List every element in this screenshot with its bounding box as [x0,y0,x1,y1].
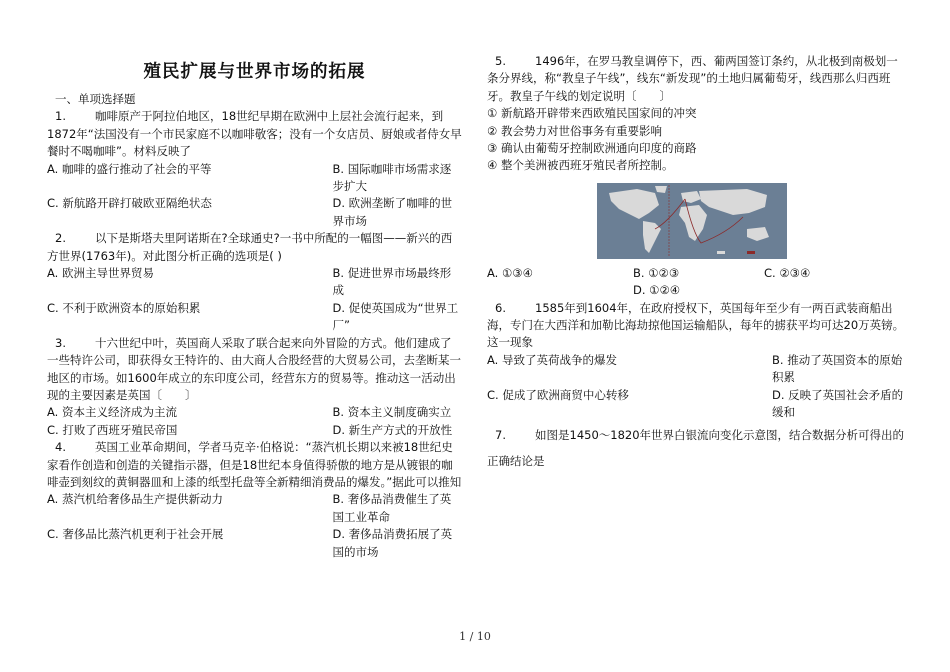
option-a[interactable]: A. 蒸汽机给奢侈品生产提供新动力 [47,492,223,507]
question-number: 3. [55,335,66,350]
option-b[interactable]: B. 资本主义制度确实立 [332,405,452,420]
question-7 [487,422,905,474]
question-number: 4. [55,440,66,455]
option-d[interactable]: D. 奢侈品消费拓展了英国的市场 [332,527,453,559]
question-text: 咖啡原产于阿拉伯地区，18世纪早期在欧洲中上层社会流行起来，到1872年“法国没有一个市民家庭不以咖啡敬客；没有一个女店员、厨娘或者侍女早餐时不喝咖啡”。材料反映了 [47,109,462,159]
question-text: 1496年，在罗马教皇调停下，西、葡两国签订条约，从北极到南极划一条分界线，称“教皇子午线”，线东“新发现”的土地归属葡萄牙，线西那么归西班牙。教皇子午线的划定说明〔 〕 [487,54,898,103]
section-heading: 一、单项选择题 [55,92,136,106]
options-grid [47,404,462,439]
option-c[interactable]: C. 奢侈品比蒸汽机更利于社会开展 [47,527,224,542]
map-legend-swatch [717,251,725,254]
question-stem [47,230,462,265]
question-number: 2. [55,231,66,246]
question-number: 6. [495,300,506,315]
option-c[interactable]: C. ②③④ [764,265,811,280]
question-text: 1585年到1604年，在政府授权下，英国每年至少有一两百武装商船出海，专门在大西洋和加勒比海劫掠他国运输船队，每年的掳获平均可达20万英镑。这一现象 [487,300,905,350]
question-3 [47,335,462,439]
left-column [47,60,462,561]
question-2 [47,230,462,334]
option-c[interactable]: C. 新航路开辟打破欧亚隔绝状态 [47,196,212,211]
question-4 [47,439,462,561]
option-c[interactable]: C. 促成了欧洲商贸中心转移 [487,387,629,402]
world-map-icon [597,183,787,259]
option-b[interactable]: B. 推动了英国资本的原始积累 [772,352,903,385]
question-text: 十六世纪中叶，英国商人采取了联合起来向外冒险的方式。他们建成了一些特许公司，即获得女王特许的、由大商人合股经营的大贸易公司，去垄断某一地区的市场。如1600年成立的东印度公司，经营东方的贸易等。推动这一活动出现的主要因素是英国〔 〕 [47,335,461,402]
option-c[interactable]: C. 打败了西班牙殖民帝国 [47,422,178,437]
option-d[interactable]: D. 新生产方式的开放性 [332,422,453,437]
question-number: 1. [55,109,66,124]
question-number: 5. [495,54,506,68]
option-d[interactable]: D. 反映了英国社会矛盾的缓和 [772,387,904,420]
options-grid [47,491,462,561]
question-stem [47,439,462,491]
option-d[interactable]: D. ①②④ [633,283,681,298]
option-b[interactable]: B. ①②③ [633,265,680,280]
question-stem [487,53,905,105]
options-grid [47,265,462,335]
option-a[interactable]: A. 咖啡的盛行推动了社会的平等 [47,161,212,176]
question-1 [47,108,462,230]
right-column [487,53,905,474]
question-number: 7. [495,427,506,442]
question-stem [47,108,462,160]
option-a[interactable]: A. 资本主义经济成为主流 [47,405,177,420]
option-a[interactable]: A. 导致了英荷战争的爆发 [487,352,617,367]
question-stem [487,422,905,474]
question-5 [487,53,905,300]
option-a[interactable]: A. ①③④ [487,265,533,280]
question-text: 如图是1450～1820年世界白银流向变化示意图，结合数据分析可得出的正确结论是 [487,427,905,468]
option-a[interactable]: A. 欧洲主导世界贸易 [47,266,154,281]
question-text: 以下是斯塔夫里阿诺斯在?全球通史?一书中所配的一幅图——新兴的西方世界(1763年)。对此图分析正确的选项是( ) [47,231,453,263]
question-6 [487,300,905,422]
option-c[interactable]: C. 不利于欧洲资本的原始积累 [47,300,201,315]
statement-4: ④ 整个美洲被西班牙殖民者所控制。 [487,158,674,173]
option-d[interactable]: D. 欧洲垄断了咖啡的世界市场 [332,196,453,228]
statement-1: ① 新航路开辟带来西欧殖民国家间的冲突 [487,106,697,121]
question-text: 英国工业革命期间，学者马克辛·伯格说：“蒸汽机长期以来被18世纪史家看作创造和创造的关键指示器，但是18世纪本身值得骄傲的地方是从镀银的咖啡壶到刻纹的黄铜器皿和上漆的纸型托盘等全新精细消费品的爆发。”据此可以推知 [47,440,462,489]
world-map-figure [597,183,787,259]
option-b[interactable]: B. 奢侈品消费催生了英国工业革命 [332,492,452,524]
map-legend-swatch [747,251,755,254]
options-grid [487,265,905,300]
options-grid [47,161,462,231]
page-indicator: 1 / 10 [459,630,491,643]
statement-3: ③ 确认由葡萄牙控制欧洲通向印度的商路 [487,141,697,156]
question-stem [487,300,905,352]
statement-2: ② 教会势力对世俗事务有重要影响 [487,123,662,138]
option-d[interactable]: D. 促使英国成为“世界工厂” [332,300,459,333]
options-grid [487,352,905,422]
question-stem [47,335,462,405]
page-title: 殖民扩展与世界市场的拓展 [143,62,366,82]
option-b[interactable]: B. 促进世界市场最终形成 [332,266,452,298]
option-b[interactable]: B. 国际咖啡市场需求逐步扩大 [332,161,452,194]
